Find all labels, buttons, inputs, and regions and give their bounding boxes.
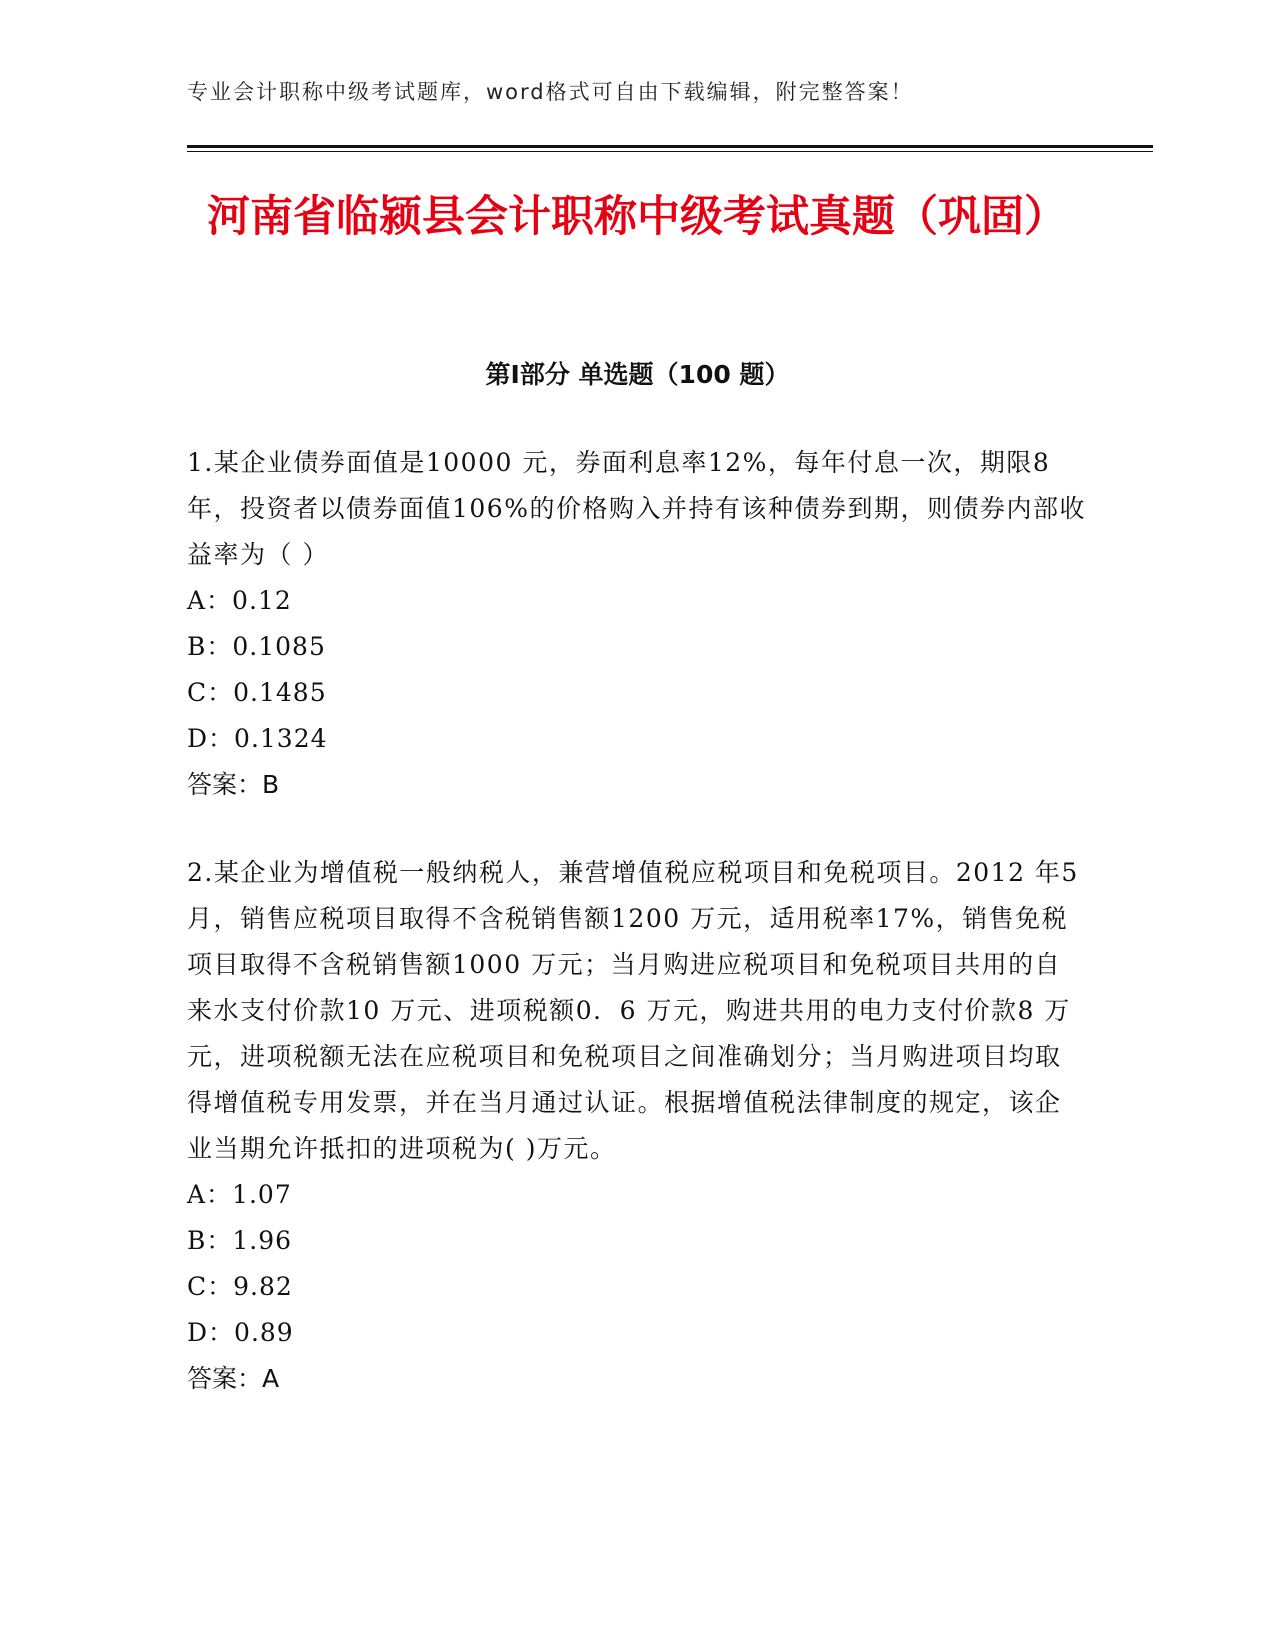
header-divider-thick [187, 145, 1153, 148]
option-a: A：0.12 [187, 586, 292, 615]
answer: 答案：A [187, 1364, 280, 1393]
header-note: 专业会计职称中级考试题库，word格式可自由下载编辑，附完整答案！ [187, 80, 914, 104]
document-title: 河南省临颍县会计职称中级考试真题（巩固） [207, 192, 1067, 242]
question-2 [187, 850, 1087, 1402]
header-divider-thin [187, 151, 1153, 152]
option-b: B：1.96 [187, 1226, 293, 1255]
question-stem: 2.某企业为增值税一般纳税人，兼营增值税应税项目和免税项目。2012 年5 月，销售应税项目取得不含税销售额1200 万元，适用税率17%，销售免税项目取得不含税销售额1000 万元；当月购进应税项目和免税项目共用的自来水支付价款10 万元、进项税额0．6 万元，购进共用的电力支付价款8 万元，进项税额无法在应税项目和免税项目之间准确划分；当月购进项目均取得增值税专用发票，并在当月通过认证。根据增值税法律制度的规定，该企业当期允许抵扣的进项税为( )万元。 [187, 858, 1079, 1163]
option-a: A：1.07 [187, 1180, 292, 1209]
option-c: C：0.1485 [187, 678, 327, 707]
option-b: B：0.1085 [187, 632, 326, 661]
section-heading: 第Ⅰ部分 单选题（100 题） [485, 360, 790, 389]
option-d: D：0.1324 [187, 724, 328, 753]
question-1 [187, 440, 1087, 808]
option-d: D：0.89 [187, 1318, 294, 1347]
question-stem: 1.某企业债券面值是10000 元，券面利息率12%，每年付息一次，期限8 年，投资者以债券面值106%的价格购入并持有该种债券到期，则债券内部收益率为（ ） [187, 448, 1086, 569]
option-c: C：9.82 [187, 1272, 293, 1301]
answer: 答案：B [187, 770, 280, 799]
